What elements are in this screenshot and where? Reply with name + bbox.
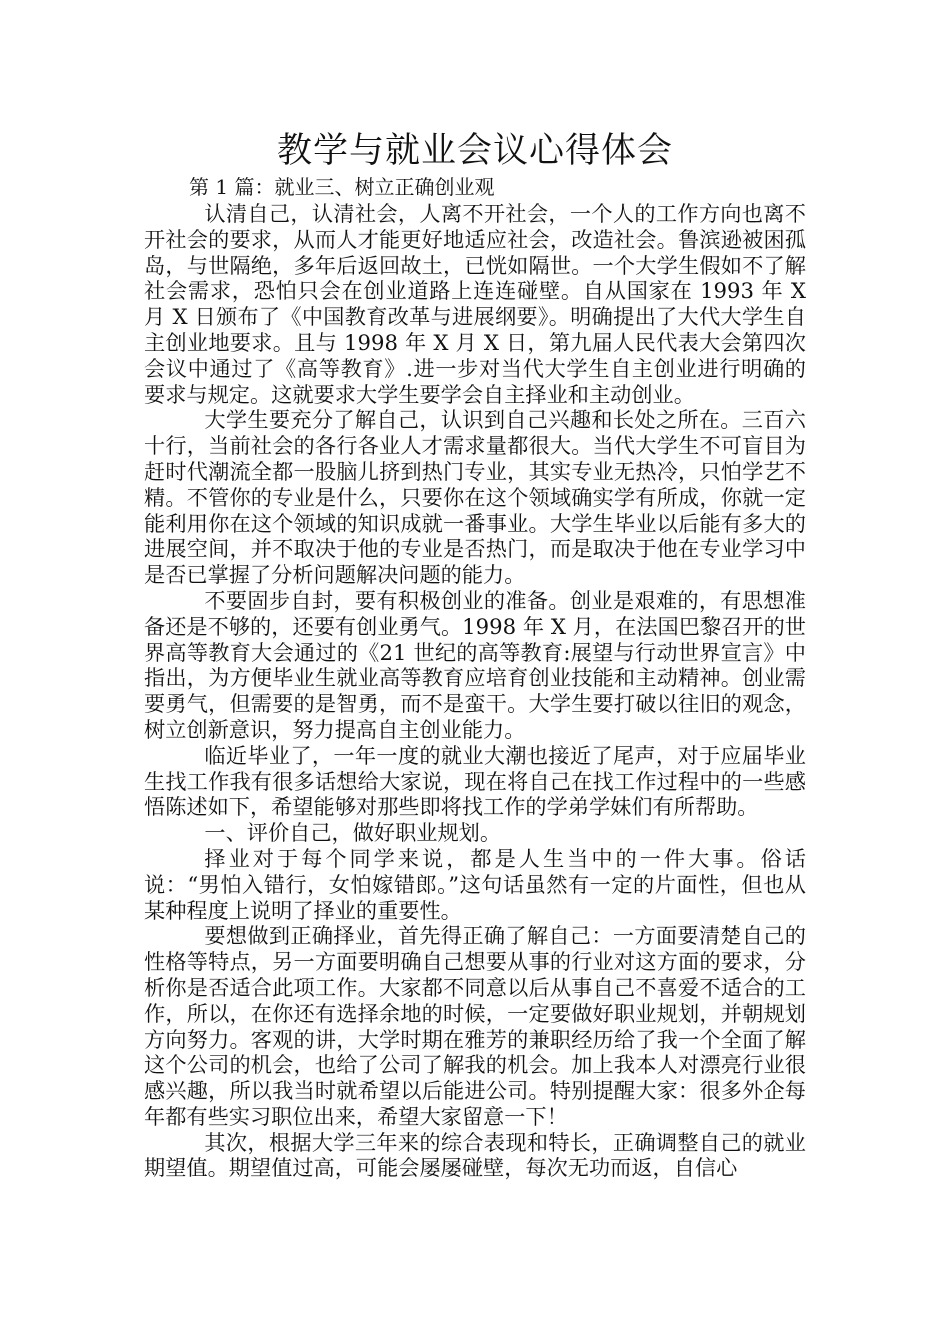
- paragraph: 临近毕业了，一年一度的就业大潮也接近了尾声，对于应届毕业生找工作我有很多话想给大家说，现在将自己在找工作过程中的一些感悟陈述如下，希望能够对那些即将找工作的学弟学妹们有所帮助。: [144, 742, 806, 820]
- subheading: 一、评价自己，做好职业规划。: [204, 820, 502, 846]
- paragraph: 要想做到正确择业，首先得正确了解自己：一方面要清楚自己的性格等特点，另一方面要明确自己想要从事的行业对这方面的要求，分析你是否适合此项工作。大家都不同意以后从事自己不喜爱不适合的工作，所以，在你还有选择余地的时候，一定要做好职业规划，并朝规划方向努力。客观的讲，大学时期在雅芳的兼职经历给了我一个全面了解这个公司的机会，也给了公司了解我的机会。加上我本人对漂亮行业很感兴趣，所以我当时就希望以后能进公司。特别提醒大家：很多外企每年都有些实习职位出来，希望大家留意一下！: [144, 923, 806, 1129]
- document-title: 教学与就业会议心得体会: [276, 131, 673, 171]
- paragraph: 择业对于每个同学来说，都是人生当中的一件大事。俗话说：“男怕入错行，女怕嫁错郎。”这句话虽然有一定的片面性，但也从某种程度上说明了择业的重要性。: [144, 845, 806, 923]
- document-body: [144, 201, 806, 1181]
- paragraph: 不要固步自封，要有积极创业的准备。创业是艰难的，有思想准备还是不够的，还要有创业勇气。1998 年 X 月，在法国巴黎召开的世界高等教育大会通过的《21 世纪的高等教育:展望与行动世界宣言》中指出，为方便毕业生就业高等教育应培育创业技能和主动精神。创业需要勇气，但需要的是智勇，而不是蛮干。大学生要打破以往旧的观念，树立创新意识，努力提高自主创业能力。: [144, 587, 806, 742]
- paragraph: 其次，根据大学三年来的综合表现和特长，正确调整自己的就业期望值。期望值过高，可能会屡屡碰壁，每次无功而返，自信心: [144, 1129, 806, 1181]
- section-heading: 第 1 篇：就业三、树立正确创业观: [189, 175, 495, 199]
- paragraph: 大学生要充分了解自己，认识到自己兴趣和长处之所在。三百六十行，当前社会的各行各业人才需求量都很大。当代大学生不可盲目为赶时代潮流全都一股脑儿挤到热门专业，其实专业无热冷，只怕学艺不精。不管你的专业是什么，只要你在这个领域确实学有所成，你就一定能利用你在这个领域的知识成就一番事业。大学生毕业以后能有多大的进展空间，并不取决于他的专业是否热门，而是取决于他在专业学习中是否已掌握了分析问题解决问题的能力。: [144, 407, 806, 588]
- paragraph: 认清自己，认清社会，人离不开社会，一个人的工作方向也离不开社会的要求，从而人才能更好地适应社会，改造社会。鲁滨逊被困孤岛，与世隔绝，多年后返回故土，已恍如隔世。一个大学生假如不了解社会需求，恐怕只会在创业道路上连连碰壁。自从国家在 1993 年 X 月 X 日颁布了《中国教育改革与进展纲要》。明确提出了大代大学生自主创业地要求。且与 1998 年 X 月 X 日，第九届人民代表大会第四次会议中通过了《高等教育》.进一步对当代大学生自主创业进行明确的要求与规定。这就要求大学生要学会自主择业和主动创业。: [144, 201, 806, 407]
